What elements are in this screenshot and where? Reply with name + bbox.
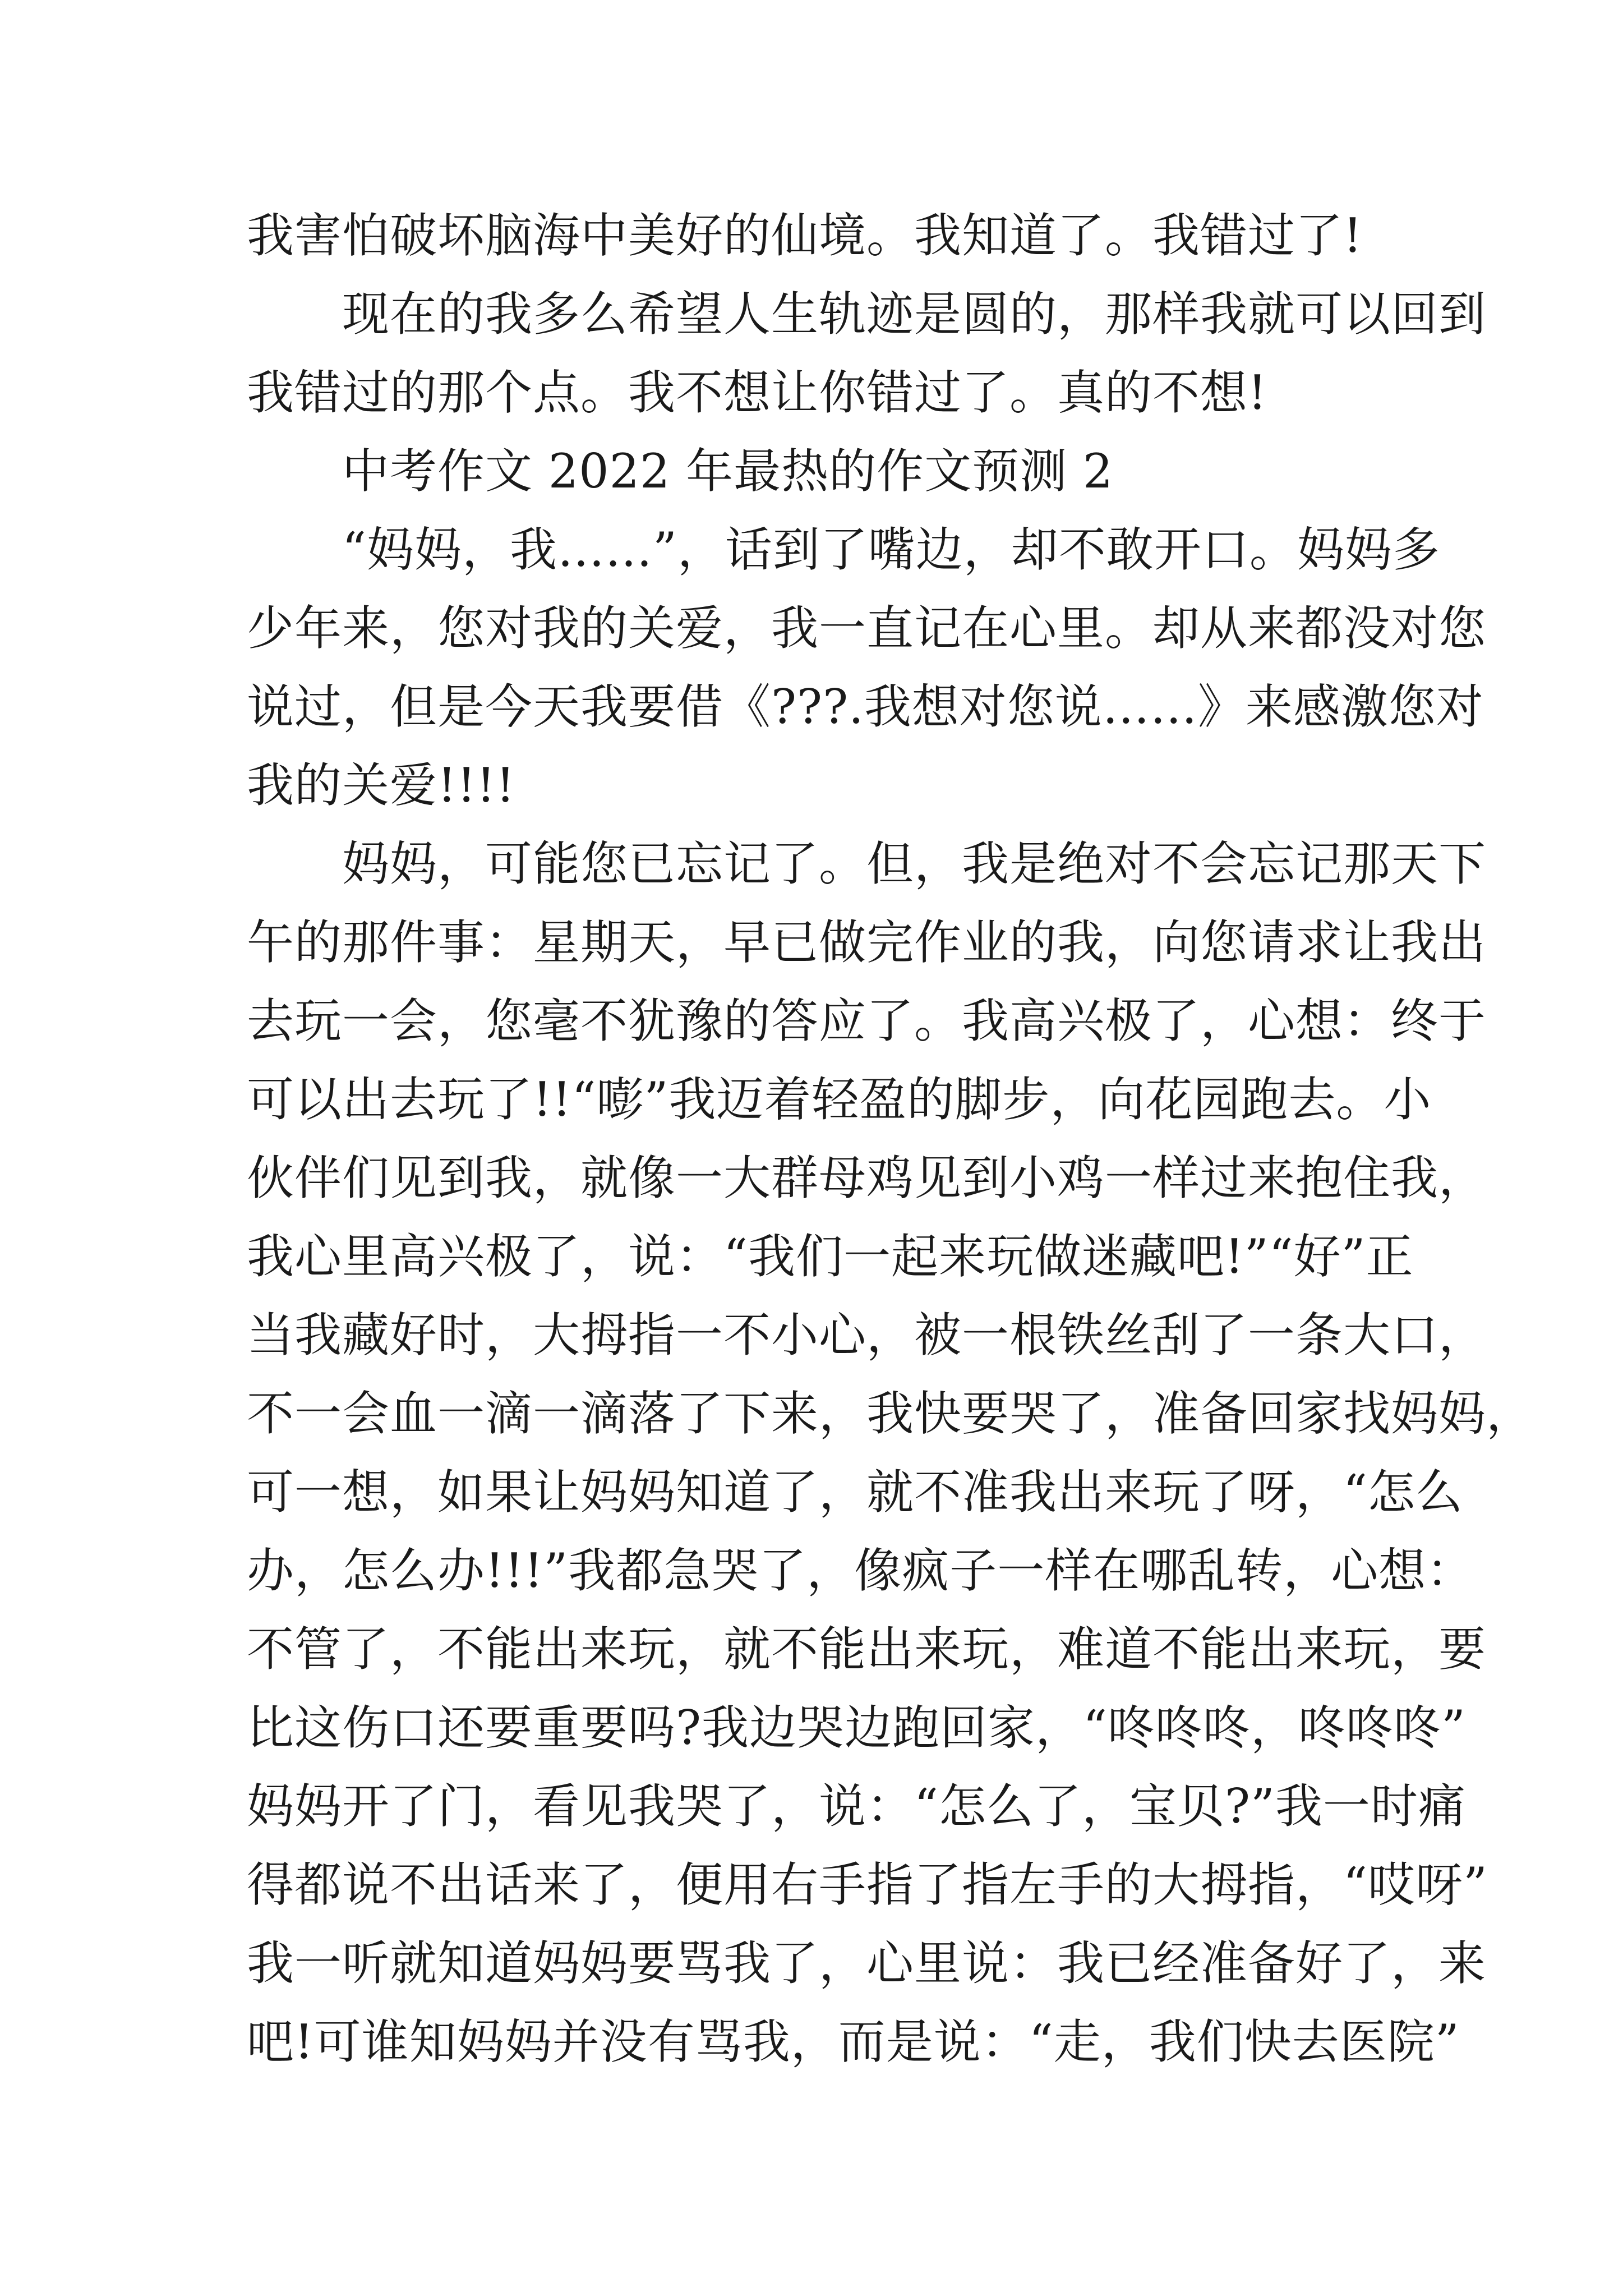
text-line-15: 当我藏好时，大拇指一不小心，被一根铁丝刮了一条大口， [247, 1308, 1487, 1363]
text-line-17: 可一想，如果让妈妈知道了，就不准我出来玩了呀，“怎么 [247, 1465, 1463, 1520]
text-line-3: 我错过的那个点。我不想让你错过了。真的不想! [247, 365, 1267, 420]
text-line-6: 少年来，您对我的关爱，我一直记在心里。却从来都没对您 [247, 601, 1487, 656]
text-line-9: 妈妈，可能您已忘记了。但，我是绝对不会忘记那天下 [342, 836, 1487, 891]
text-line-23: 我一听就知道妈妈要骂我了，心里说：我已经准备好了，来 [247, 1936, 1487, 1991]
text-line-5: “妈妈，我……”，话到了嘴边，却不敢开口。妈妈多 [342, 522, 1440, 577]
text-line-12: 可以出去玩了!!“嘭”我迈着轻盈的脚步，向花园跑去。小 [247, 1072, 1432, 1127]
text-line-18: 办，怎么办!!!”我都急哭了，像疯子一样在哪乱转，心想： [247, 1543, 1474, 1598]
text-line-16: 不一会血一滴一滴落了下来，我快要哭了，准备回家找妈妈， [247, 1386, 1534, 1441]
text-line-8: 我的关爱!!!! [247, 758, 516, 813]
text-line-10: 午的那件事：星期天，早已做完作业的我，向您请求让我出 [247, 915, 1487, 970]
text-line-2: 现在的我多么希望人生轨迹是圆的，那样我就可以回到 [342, 287, 1487, 342]
text-line-20: 比这伤口还要重要吗?我边哭边跑回家，“咚咚咚，咚咚咚” [247, 1700, 1466, 1755]
text-line-19: 不管了，不能出来玩，就不能出来玩，难道不能出来玩，要 [247, 1622, 1487, 1677]
text-line-7: 说过，但是今天我要借《???.我想对您说……》来感激您对 [247, 679, 1484, 734]
text-line-1: 我害怕破坏脑海中美好的仙境。我知道了。我错过了! [247, 208, 1363, 263]
text-line-21: 妈妈开了门，看见我哭了，说：“怎么了，宝贝?”我一时痛 [247, 1779, 1466, 1834]
text-line-13: 伙伴们见到我，就像一大群母鸡见到小鸡一样过来抱住我， [247, 1151, 1487, 1205]
text-line-24: 吧!可谁知妈妈并没有骂我，而是说：“走，我们快去医院” [247, 2014, 1460, 2069]
section-heading: 中考作文 2022 年最热的作文预测 2 [342, 444, 1114, 499]
text-line-11: 去玩一会，您毫不犹豫的答应了。我高兴极了，心想：终于 [247, 993, 1487, 1048]
text-line-14: 我心里高兴极了，说：“我们一起来玩做迷藏吧!”“好”正 [247, 1229, 1414, 1284]
text-line-22: 得都说不出话来了，便用右手指了指左手的大拇指，“哎呀” [247, 1857, 1488, 1912]
